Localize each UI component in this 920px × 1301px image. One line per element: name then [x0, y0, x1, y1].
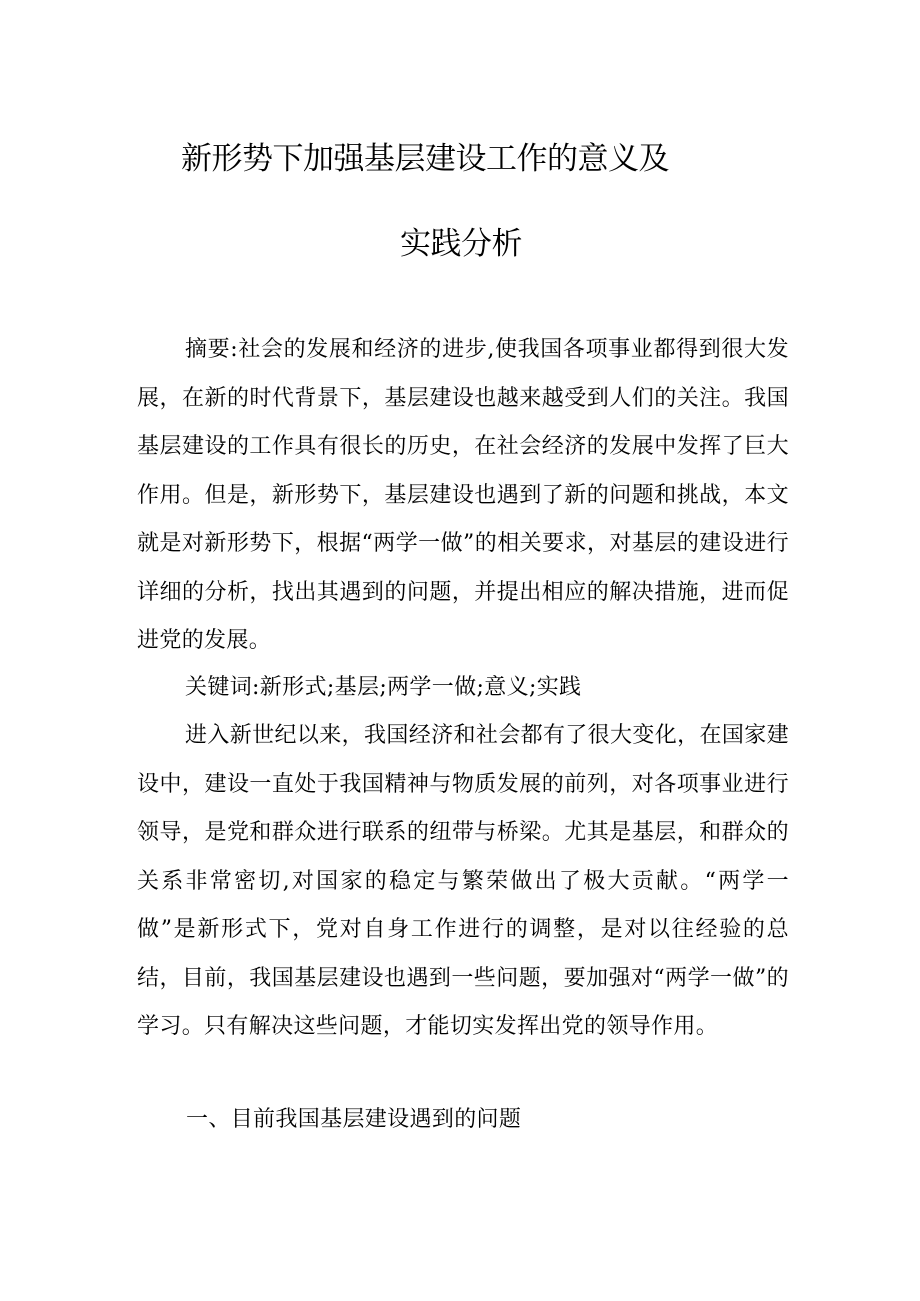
- keywords-paragraph: 关键词:新形式;基层;两学一做;意义;实践: [185, 675, 582, 700]
- document-title-line-2: 实践分析: [400, 226, 522, 262]
- document-title-line-1: 新形势下加强基层建设工作的意义及: [181, 141, 669, 177]
- abstract-paragraph: 摘要:社会的发展和经济的进步,使我国各项事业都得到很大发展，在新的时代背景下，基层建设也越来越受到人们的关注。我国基层建设的工作具有很长的历史，在社会经济的发展中发挥了巨大作用。但是，新形势下，基层建设也遇到了新的问题和挑战，本文就是对新形势下，根据“两学一做”的相关要求，对基层的建设进行详细的分析，找出其遇到的问题，并提出相应的解决措施，进而促进党的发展。: [137, 337, 789, 653]
- introduction-paragraph: 进入新世纪以来，我国经济和社会都有了很大变化，在国家建设中，建设一直处于我国精神与物质发展的前列，对各项事业进行领导，是党和群众进行联系的纽带与桥梁。尤其是基层，和群众的关系非常密切,对国家的稳定与繁荣做出了极大贡献。“两学一做”是新形式下，党对自身工作进行的调整，是对以往经验的总结，目前，我国基层建设也遇到一些问题，要加强对“两学一做”的学习。只有解决这些问题，才能切实发挥出党的领导作用。: [137, 723, 789, 1039]
- section-1-heading: 一、目前我国基层建设遇到的问题: [186, 1107, 522, 1132]
